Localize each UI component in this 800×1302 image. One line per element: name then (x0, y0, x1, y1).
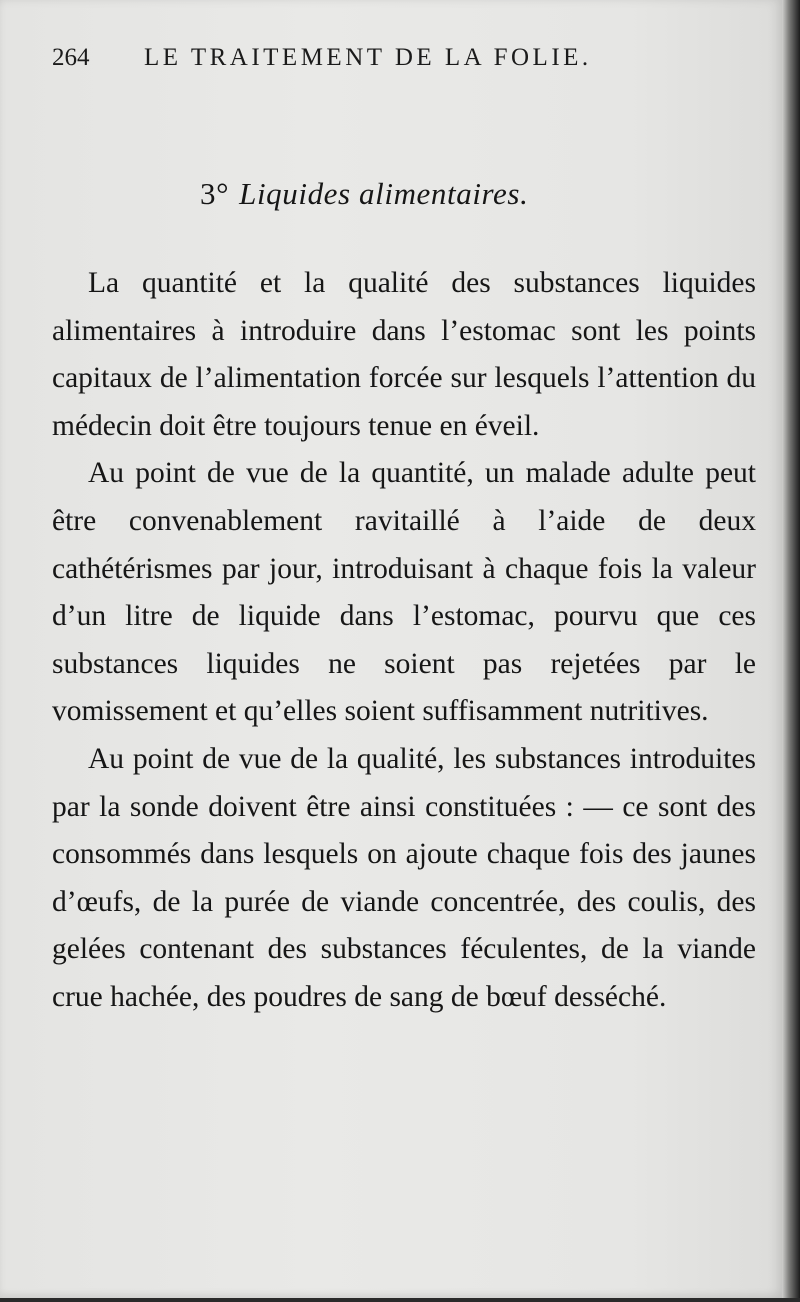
page-header (52, 44, 692, 72)
section-number: 3° (200, 176, 230, 211)
page-bottom-edge (0, 1298, 800, 1302)
section-heading (200, 176, 528, 212)
body-text (52, 260, 756, 1022)
paragraph-1: La quantité et la qualité des substances liquides alimentaires à introduire dans l’estomac sont les points capitaux de l’alimentation forcée sur lesquels l’attention du médecin doit être toujours tenue en éveil. (52, 267, 756, 442)
paragraph-2: Au point de vue de la quantité, un malade adulte peut être convenablement ravitaillé à l’aide de deux cathétérismes par jour, introduisant à chaque fois la valeur d’un litre de liquide dans l’estomac, pourvu que ces substances liquides ne soient pas rejetées par le vomissement et qu’elles soient suffisamment nutritives. (52, 457, 756, 728)
section-title: Liquides alimentaires. (239, 176, 529, 211)
running-title: LE TRAITEMENT DE LA FOLIE. (144, 44, 592, 71)
paragraph-3: Au point de vue de la qualité, les substances introduites par la sonde doivent être ainsi constituées : — ce sont des consommés dans lesquels on ajoute chaque fois des jaunes d’œufs, de la purée de viande concentrée, des coulis, des gelées contenant des substances féculentes, de la viande crue hachée, des poudres de sang de bœuf desséché. (52, 742, 756, 1013)
page-number: 264 (52, 44, 90, 71)
page-edge-shadow (782, 0, 800, 1302)
